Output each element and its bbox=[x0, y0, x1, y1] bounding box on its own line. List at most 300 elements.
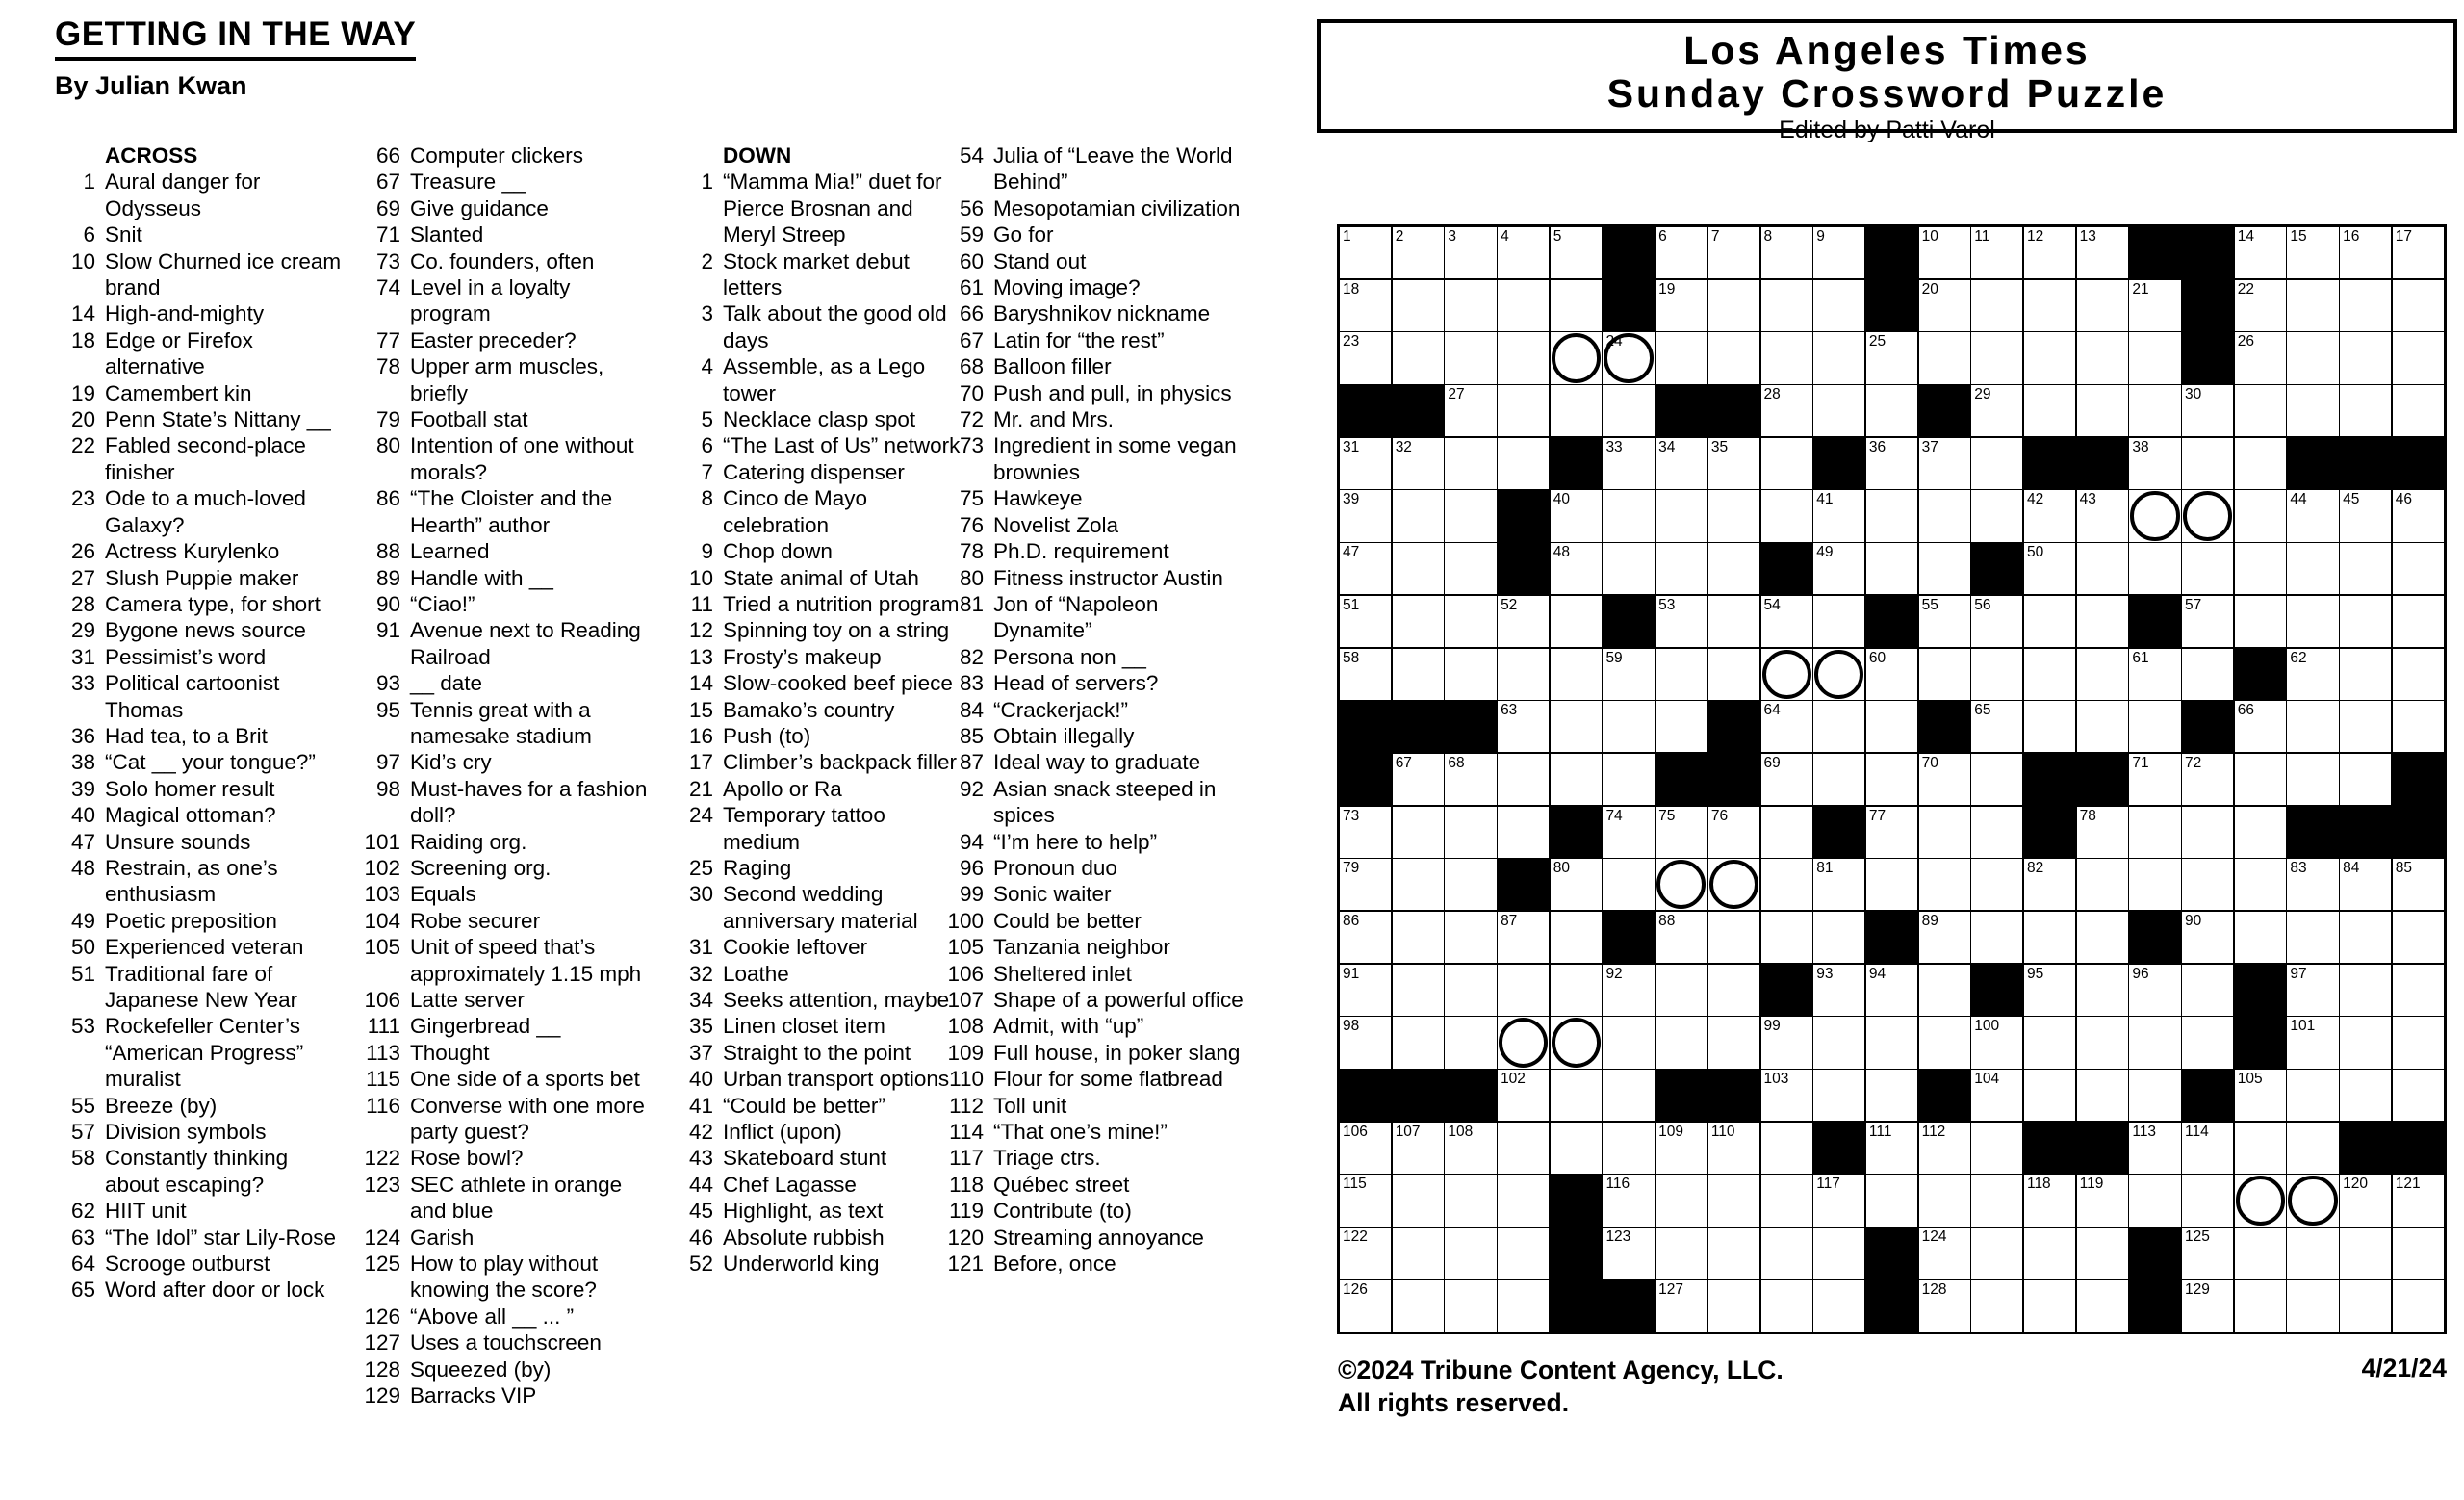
grid-cell[interactable] bbox=[1708, 1280, 1759, 1332]
grid-cell[interactable] bbox=[2024, 965, 2075, 1016]
grid-cell[interactable] bbox=[2340, 1228, 2391, 1279]
grid-cell[interactable] bbox=[1498, 596, 1549, 647]
grid-cell[interactable] bbox=[2287, 385, 2338, 436]
grid-cell[interactable] bbox=[1866, 965, 1917, 1016]
grid-cell[interactable] bbox=[1919, 280, 1970, 331]
grid-cell[interactable] bbox=[1603, 1175, 1654, 1226]
grid-cell[interactable] bbox=[1656, 1228, 1707, 1279]
grid-cell[interactable] bbox=[1919, 490, 1970, 541]
grid-cell[interactable] bbox=[2340, 385, 2391, 436]
grid-cell[interactable] bbox=[1340, 1017, 1391, 1068]
grid-cell[interactable] bbox=[1340, 543, 1391, 594]
grid-cell[interactable] bbox=[1498, 807, 1549, 858]
grid-cell[interactable] bbox=[1866, 490, 1917, 541]
grid-cell[interactable] bbox=[2235, 1280, 2286, 1332]
grid-cell[interactable] bbox=[1445, 332, 1496, 383]
grid-cell[interactable] bbox=[2340, 1280, 2391, 1332]
grid-cell[interactable] bbox=[1919, 1017, 1970, 1068]
grid-cell[interactable] bbox=[2235, 280, 2286, 331]
grid-cell[interactable] bbox=[1340, 1123, 1391, 1174]
grid-cell[interactable] bbox=[2340, 912, 2391, 963]
grid-cell[interactable] bbox=[1445, 912, 1496, 963]
grid-cell[interactable] bbox=[1813, 385, 1864, 436]
grid-cell[interactable] bbox=[2024, 596, 2075, 647]
grid-cell[interactable] bbox=[1393, 490, 1444, 541]
grid-cell[interactable] bbox=[1498, 438, 1549, 489]
grid-cell[interactable] bbox=[1498, 649, 1549, 700]
grid-cell[interactable] bbox=[1340, 807, 1391, 858]
grid-cell[interactable] bbox=[1919, 1280, 1970, 1332]
grid-cell[interactable] bbox=[2182, 543, 2233, 594]
grid-cell[interactable] bbox=[2340, 596, 2391, 647]
grid-cell[interactable] bbox=[2393, 596, 2444, 647]
grid-cell[interactable] bbox=[1971, 1070, 2022, 1121]
grid-cell[interactable] bbox=[1656, 332, 1707, 383]
grid-cell[interactable] bbox=[1813, 965, 1864, 1016]
grid-cell[interactable] bbox=[1919, 807, 1970, 858]
grid-cell[interactable] bbox=[2182, 1123, 2233, 1174]
grid-cell[interactable] bbox=[1761, 1070, 1812, 1121]
grid-cell[interactable] bbox=[2129, 543, 2180, 594]
grid-cell[interactable] bbox=[1761, 1123, 1812, 1174]
grid-cell[interactable] bbox=[2393, 332, 2444, 383]
grid-cell[interactable] bbox=[2024, 859, 2075, 910]
grid-cell[interactable] bbox=[2077, 1280, 2128, 1332]
grid-cell[interactable] bbox=[1393, 859, 1444, 910]
grid-cell[interactable] bbox=[2287, 1123, 2338, 1174]
grid-cell[interactable] bbox=[2182, 596, 2233, 647]
grid-cell[interactable] bbox=[1498, 1280, 1549, 1332]
grid-cell[interactable] bbox=[1971, 385, 2022, 436]
grid-cell[interactable] bbox=[2340, 543, 2391, 594]
grid-cell[interactable] bbox=[1919, 332, 1970, 383]
grid-cell[interactable] bbox=[2077, 1070, 2128, 1121]
grid-cell[interactable] bbox=[1393, 227, 1444, 278]
grid-cell[interactable] bbox=[1445, 543, 1496, 594]
grid-cell[interactable] bbox=[2129, 859, 2180, 910]
grid-cell[interactable] bbox=[1866, 385, 1917, 436]
grid-cell[interactable] bbox=[2024, 1070, 2075, 1121]
grid-cell[interactable] bbox=[1445, 280, 1496, 331]
grid-cell[interactable] bbox=[1656, 438, 1707, 489]
grid-cell[interactable] bbox=[2340, 227, 2391, 278]
grid-cell[interactable] bbox=[2077, 1017, 2128, 1068]
grid-cell[interactable] bbox=[1340, 649, 1391, 700]
grid-cell[interactable] bbox=[1603, 965, 1654, 1016]
grid-cell[interactable] bbox=[1761, 1175, 1812, 1226]
grid-cell[interactable] bbox=[2182, 1175, 2233, 1226]
grid-cell[interactable] bbox=[2129, 332, 2180, 383]
grid-cell[interactable] bbox=[1340, 227, 1391, 278]
grid-cell[interactable] bbox=[1551, 227, 1602, 278]
grid-cell[interactable] bbox=[1866, 807, 1917, 858]
grid-cell[interactable] bbox=[2287, 227, 2338, 278]
grid-cell[interactable] bbox=[1498, 912, 1549, 963]
grid-cell[interactable] bbox=[2129, 280, 2180, 331]
grid-cell[interactable] bbox=[1445, 1175, 1496, 1226]
grid-cell[interactable] bbox=[2024, 227, 2075, 278]
grid-cell[interactable] bbox=[1919, 754, 1970, 805]
grid-cell[interactable] bbox=[2077, 332, 2128, 383]
grid-cell[interactable] bbox=[1656, 490, 1707, 541]
grid-cell[interactable] bbox=[1813, 543, 1864, 594]
grid-cell[interactable] bbox=[1656, 859, 1707, 910]
grid-cell[interactable] bbox=[2077, 280, 2128, 331]
grid-cell[interactable] bbox=[1498, 1228, 1549, 1279]
grid-cell[interactable] bbox=[1971, 227, 2022, 278]
grid-cell[interactable] bbox=[1971, 1123, 2022, 1174]
grid-cell[interactable] bbox=[1761, 438, 1812, 489]
grid-cell[interactable] bbox=[1761, 385, 1812, 436]
grid-cell[interactable] bbox=[1761, 596, 1812, 647]
grid-cell[interactable] bbox=[2077, 701, 2128, 752]
grid-cell[interactable] bbox=[2393, 1228, 2444, 1279]
grid-cell[interactable] bbox=[2393, 1070, 2444, 1121]
grid-cell[interactable] bbox=[2393, 701, 2444, 752]
grid-cell[interactable] bbox=[1445, 649, 1496, 700]
grid-cell[interactable] bbox=[2235, 859, 2286, 910]
grid-cell[interactable] bbox=[2077, 490, 2128, 541]
grid-cell[interactable] bbox=[2235, 912, 2286, 963]
grid-cell[interactable] bbox=[1813, 1228, 1864, 1279]
grid-cell[interactable] bbox=[1656, 1175, 1707, 1226]
grid-cell[interactable] bbox=[2129, 1070, 2180, 1121]
grid-cell[interactable] bbox=[1340, 965, 1391, 1016]
grid-cell[interactable] bbox=[2287, 912, 2338, 963]
grid-cell[interactable] bbox=[1656, 965, 1707, 1016]
grid-cell[interactable] bbox=[2129, 1175, 2180, 1226]
grid-cell[interactable] bbox=[2340, 1070, 2391, 1121]
grid-cell[interactable] bbox=[1445, 1017, 1496, 1068]
grid-cell[interactable] bbox=[1656, 1280, 1707, 1332]
grid-cell[interactable] bbox=[2182, 912, 2233, 963]
grid-cell[interactable] bbox=[2287, 701, 2338, 752]
grid-cell[interactable] bbox=[2287, 1017, 2338, 1068]
grid-cell[interactable] bbox=[1498, 227, 1549, 278]
grid-cell[interactable] bbox=[1866, 1070, 1917, 1121]
grid-cell[interactable] bbox=[2287, 754, 2338, 805]
grid-cell[interactable] bbox=[2182, 1228, 2233, 1279]
grid-cell[interactable] bbox=[1761, 490, 1812, 541]
grid-cell[interactable] bbox=[1393, 543, 1444, 594]
grid-cell[interactable] bbox=[1866, 701, 1917, 752]
grid-cell[interactable] bbox=[1603, 1228, 1654, 1279]
grid-cell[interactable] bbox=[1971, 859, 2022, 910]
grid-cell[interactable] bbox=[1551, 1070, 1602, 1121]
grid-cell[interactable] bbox=[1603, 701, 1654, 752]
grid-cell[interactable] bbox=[2182, 438, 2233, 489]
grid-cell[interactable] bbox=[1971, 1175, 2022, 1226]
grid-cell[interactable] bbox=[2393, 649, 2444, 700]
grid-cell[interactable] bbox=[1498, 1175, 1549, 1226]
grid-cell[interactable] bbox=[1761, 1280, 1812, 1332]
grid-cell[interactable] bbox=[1340, 280, 1391, 331]
grid-cell[interactable] bbox=[2287, 859, 2338, 910]
grid-cell[interactable] bbox=[1551, 385, 1602, 436]
grid-cell[interactable] bbox=[1551, 912, 1602, 963]
grid-cell[interactable] bbox=[1340, 912, 1391, 963]
grid-cell[interactable] bbox=[2393, 280, 2444, 331]
grid-cell[interactable] bbox=[1813, 1070, 1864, 1121]
grid-cell[interactable] bbox=[1340, 596, 1391, 647]
grid-cell[interactable] bbox=[2024, 649, 2075, 700]
grid-cell[interactable] bbox=[1393, 1123, 1444, 1174]
grid-cell[interactable] bbox=[1445, 385, 1496, 436]
grid-cell[interactable] bbox=[1919, 649, 1970, 700]
grid-cell[interactable] bbox=[1971, 280, 2022, 331]
grid-cell[interactable] bbox=[1603, 543, 1654, 594]
grid-cell[interactable] bbox=[1551, 649, 1602, 700]
grid-cell[interactable] bbox=[2393, 912, 2444, 963]
grid-cell[interactable] bbox=[1761, 1017, 1812, 1068]
grid-cell[interactable] bbox=[1708, 332, 1759, 383]
grid-cell[interactable] bbox=[1708, 649, 1759, 700]
grid-cell[interactable] bbox=[2340, 1017, 2391, 1068]
grid-cell[interactable] bbox=[2235, 596, 2286, 647]
grid-cell[interactable] bbox=[1919, 227, 1970, 278]
grid-cell[interactable] bbox=[1866, 543, 1917, 594]
grid-cell[interactable] bbox=[1340, 859, 1391, 910]
grid-cell[interactable] bbox=[2077, 596, 2128, 647]
grid-cell[interactable] bbox=[1708, 543, 1759, 594]
grid-cell[interactable] bbox=[1866, 438, 1917, 489]
grid-cell[interactable] bbox=[1445, 965, 1496, 1016]
grid-cell[interactable] bbox=[1498, 701, 1549, 752]
grid-cell[interactable] bbox=[2129, 1017, 2180, 1068]
grid-cell[interactable] bbox=[2024, 701, 2075, 752]
grid-cell[interactable] bbox=[2235, 385, 2286, 436]
grid-cell[interactable] bbox=[1971, 490, 2022, 541]
grid-cell[interactable] bbox=[2287, 965, 2338, 1016]
grid-cell[interactable] bbox=[1656, 1123, 1707, 1174]
grid-cell[interactable] bbox=[1761, 754, 1812, 805]
grid-cell[interactable] bbox=[1761, 807, 1812, 858]
grid-cell[interactable] bbox=[1866, 1123, 1917, 1174]
grid-cell[interactable] bbox=[1393, 965, 1444, 1016]
grid-cell[interactable] bbox=[1393, 1280, 1444, 1332]
grid-cell[interactable] bbox=[1761, 1228, 1812, 1279]
grid-cell[interactable] bbox=[2393, 385, 2444, 436]
grid-cell[interactable] bbox=[1656, 280, 1707, 331]
grid-cell[interactable] bbox=[1603, 332, 1654, 383]
grid-cell[interactable] bbox=[2024, 385, 2075, 436]
grid-cell[interactable] bbox=[2393, 1175, 2444, 1226]
grid-cell[interactable] bbox=[2393, 1017, 2444, 1068]
grid-cell[interactable] bbox=[1445, 807, 1496, 858]
grid-cell[interactable] bbox=[1708, 965, 1759, 1016]
grid-cell[interactable] bbox=[1656, 596, 1707, 647]
grid-cell[interactable] bbox=[2235, 807, 2286, 858]
grid-cell[interactable] bbox=[1393, 280, 1444, 331]
grid-cell[interactable] bbox=[2340, 490, 2391, 541]
grid-cell[interactable] bbox=[1866, 1175, 1917, 1226]
grid-cell[interactable] bbox=[1340, 332, 1391, 383]
grid-cell[interactable] bbox=[1761, 280, 1812, 331]
grid-cell[interactable] bbox=[2024, 280, 2075, 331]
grid-cell[interactable] bbox=[1813, 596, 1864, 647]
grid-cell[interactable] bbox=[1603, 490, 1654, 541]
grid-cell[interactable] bbox=[1498, 385, 1549, 436]
grid-cell[interactable] bbox=[2235, 438, 2286, 489]
grid-cell[interactable] bbox=[2129, 807, 2180, 858]
grid-cell[interactable] bbox=[1340, 490, 1391, 541]
grid-cell[interactable] bbox=[2182, 754, 2233, 805]
grid-cell[interactable] bbox=[1551, 596, 1602, 647]
grid-cell[interactable] bbox=[2129, 490, 2180, 541]
grid-cell[interactable] bbox=[1393, 807, 1444, 858]
grid-cell[interactable] bbox=[1445, 1280, 1496, 1332]
grid-cell[interactable] bbox=[2182, 1280, 2233, 1332]
grid-cell[interactable] bbox=[1340, 1175, 1391, 1226]
grid-cell[interactable] bbox=[1866, 649, 1917, 700]
grid-cell[interactable] bbox=[2340, 280, 2391, 331]
grid-cell[interactable] bbox=[2024, 1175, 2075, 1226]
grid-cell[interactable] bbox=[2024, 543, 2075, 594]
grid-cell[interactable] bbox=[1393, 1175, 1444, 1226]
grid-cell[interactable] bbox=[1603, 385, 1654, 436]
grid-cell[interactable] bbox=[1656, 701, 1707, 752]
grid-cell[interactable] bbox=[2393, 965, 2444, 1016]
grid-cell[interactable] bbox=[2287, 1280, 2338, 1332]
grid-cell[interactable] bbox=[1708, 280, 1759, 331]
grid-cell[interactable] bbox=[1603, 649, 1654, 700]
grid-cell[interactable] bbox=[1813, 227, 1864, 278]
grid-cell[interactable] bbox=[2024, 332, 2075, 383]
grid-cell[interactable] bbox=[1603, 1017, 1654, 1068]
grid-cell[interactable] bbox=[1708, 1175, 1759, 1226]
grid-cell[interactable] bbox=[1813, 280, 1864, 331]
grid-cell[interactable] bbox=[2393, 227, 2444, 278]
grid-cell[interactable] bbox=[2182, 649, 2233, 700]
grid-cell[interactable] bbox=[1971, 807, 2022, 858]
grid-cell[interactable] bbox=[2235, 1228, 2286, 1279]
grid-cell[interactable] bbox=[2287, 332, 2338, 383]
grid-cell[interactable] bbox=[2393, 859, 2444, 910]
grid-cell[interactable] bbox=[2340, 754, 2391, 805]
grid-cell[interactable] bbox=[1919, 596, 1970, 647]
grid-cell[interactable] bbox=[2235, 1123, 2286, 1174]
grid-cell[interactable] bbox=[2077, 807, 2128, 858]
grid-cell[interactable] bbox=[1656, 1017, 1707, 1068]
grid-cell[interactable] bbox=[1708, 490, 1759, 541]
grid-cell[interactable] bbox=[1340, 438, 1391, 489]
grid-cell[interactable] bbox=[2287, 649, 2338, 700]
grid-cell[interactable] bbox=[1498, 1070, 1549, 1121]
grid-cell[interactable] bbox=[1393, 912, 1444, 963]
grid-cell[interactable] bbox=[2077, 543, 2128, 594]
grid-cell[interactable] bbox=[1761, 227, 1812, 278]
grid-cell[interactable] bbox=[2129, 754, 2180, 805]
grid-cell[interactable] bbox=[1813, 1017, 1864, 1068]
grid-cell[interactable] bbox=[1603, 859, 1654, 910]
grid-cell[interactable] bbox=[1603, 1070, 1654, 1121]
grid-cell[interactable] bbox=[1498, 280, 1549, 331]
grid-cell[interactable] bbox=[2129, 1123, 2180, 1174]
grid-cell[interactable] bbox=[1866, 859, 1917, 910]
grid-cell[interactable] bbox=[1971, 596, 2022, 647]
grid-cell[interactable] bbox=[1393, 1017, 1444, 1068]
grid-cell[interactable] bbox=[2129, 649, 2180, 700]
grid-cell[interactable] bbox=[1708, 807, 1759, 858]
grid-cell[interactable] bbox=[1866, 754, 1917, 805]
grid-cell[interactable] bbox=[2340, 701, 2391, 752]
grid-cell[interactable] bbox=[2235, 543, 2286, 594]
grid-cell[interactable] bbox=[1708, 438, 1759, 489]
grid-cell[interactable] bbox=[1656, 227, 1707, 278]
grid-cell[interactable] bbox=[2182, 965, 2233, 1016]
grid-cell[interactable] bbox=[1656, 543, 1707, 594]
grid-cell[interactable] bbox=[1971, 912, 2022, 963]
grid-cell[interactable] bbox=[2129, 385, 2180, 436]
grid-cell[interactable] bbox=[2024, 1280, 2075, 1332]
grid-cell[interactable] bbox=[1919, 859, 1970, 910]
grid-cell[interactable] bbox=[1445, 1123, 1496, 1174]
grid-cell[interactable] bbox=[1551, 1123, 1602, 1174]
grid-cell[interactable] bbox=[1813, 754, 1864, 805]
grid-cell[interactable] bbox=[1445, 1228, 1496, 1279]
grid-cell[interactable] bbox=[2024, 490, 2075, 541]
grid-cell[interactable] bbox=[1708, 859, 1759, 910]
grid-cell[interactable] bbox=[1919, 1175, 1970, 1226]
grid-cell[interactable] bbox=[2235, 1070, 2286, 1121]
grid-cell[interactable] bbox=[2287, 1175, 2338, 1226]
grid-cell[interactable] bbox=[2182, 490, 2233, 541]
grid-cell[interactable] bbox=[1813, 332, 1864, 383]
grid-cell[interactable] bbox=[1603, 438, 1654, 489]
grid-cell[interactable] bbox=[1813, 701, 1864, 752]
grid-cell[interactable] bbox=[2077, 965, 2128, 1016]
grid-cell[interactable] bbox=[2340, 649, 2391, 700]
grid-cell[interactable] bbox=[1551, 490, 1602, 541]
grid-cell[interactable] bbox=[1445, 438, 1496, 489]
grid-cell[interactable] bbox=[1919, 1228, 1970, 1279]
grid-cell[interactable] bbox=[1551, 332, 1602, 383]
grid-cell[interactable] bbox=[1813, 1175, 1864, 1226]
grid-cell[interactable] bbox=[1761, 649, 1812, 700]
grid-cell[interactable] bbox=[1761, 332, 1812, 383]
grid-cell[interactable] bbox=[1551, 1017, 1602, 1068]
grid-cell[interactable] bbox=[1603, 1123, 1654, 1174]
grid-cell[interactable] bbox=[1656, 912, 1707, 963]
grid-cell[interactable] bbox=[1971, 701, 2022, 752]
grid-cell[interactable] bbox=[2077, 385, 2128, 436]
grid-cell[interactable] bbox=[2024, 1228, 2075, 1279]
grid-cell[interactable] bbox=[2024, 912, 2075, 963]
grid-cell[interactable] bbox=[2393, 490, 2444, 541]
grid-cell[interactable] bbox=[1866, 1017, 1917, 1068]
grid-cell[interactable] bbox=[1445, 754, 1496, 805]
grid-cell[interactable] bbox=[2287, 1070, 2338, 1121]
grid-cell[interactable] bbox=[2393, 543, 2444, 594]
grid-cell[interactable] bbox=[2340, 965, 2391, 1016]
grid-cell[interactable] bbox=[2393, 1280, 2444, 1332]
grid-cell[interactable] bbox=[2235, 754, 2286, 805]
grid-cell[interactable] bbox=[1919, 912, 1970, 963]
grid-cell[interactable] bbox=[1656, 649, 1707, 700]
grid-cell[interactable] bbox=[1393, 754, 1444, 805]
grid-cell[interactable] bbox=[1866, 332, 1917, 383]
grid-cell[interactable] bbox=[1813, 649, 1864, 700]
grid-cell[interactable] bbox=[1761, 912, 1812, 963]
grid-cell[interactable] bbox=[1551, 859, 1602, 910]
grid-cell[interactable] bbox=[1708, 1228, 1759, 1279]
grid-cell[interactable] bbox=[1551, 754, 1602, 805]
grid-cell[interactable] bbox=[2340, 859, 2391, 910]
grid-cell[interactable] bbox=[2077, 1228, 2128, 1279]
grid-cell[interactable] bbox=[2287, 280, 2338, 331]
grid-cell[interactable] bbox=[1551, 701, 1602, 752]
grid-cell[interactable] bbox=[1813, 490, 1864, 541]
